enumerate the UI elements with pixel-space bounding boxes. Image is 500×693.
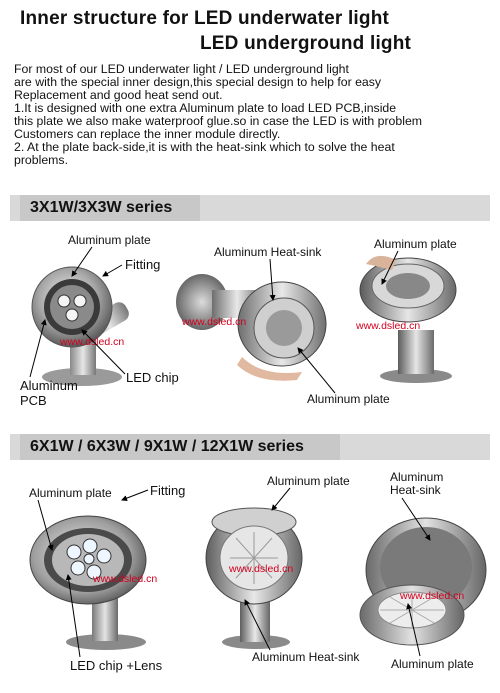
intro-line: problems.	[14, 153, 68, 167]
label-led-chip-lens: LED chip +Lens	[70, 658, 163, 673]
page-title: Inner structure for LED underwater light	[20, 8, 390, 29]
label-heat-sink: Aluminum Heat-sink	[214, 245, 322, 259]
watermark: www.dsled.cn	[229, 563, 294, 575]
label-aluminum-plate: Aluminum plate	[68, 233, 151, 247]
label-fitting: Fitting	[125, 257, 161, 272]
section1-band	[10, 195, 490, 221]
section1-heading: 3X1W/3X3W series	[20, 195, 200, 221]
section2-heading: 6X1W / 6X3W / 9X1W / 12X1W series	[20, 434, 340, 460]
label-aluminum: Aluminum	[390, 470, 444, 484]
intro-line: Replacement and good heat send out.	[14, 88, 223, 102]
watermark: www.dsled.cn	[93, 573, 158, 585]
watermark: www.dsled.cn	[60, 336, 125, 348]
watermark: www.dsled.cn	[400, 590, 465, 602]
label-aluminum-plate: Aluminum plate	[29, 486, 112, 500]
label-pcb: PCB	[20, 393, 47, 408]
label-aluminum-plate: Aluminum plate	[267, 474, 350, 488]
label-heat-sink: Heat-sink	[390, 483, 441, 497]
section2-band	[10, 434, 490, 460]
label-aluminum-plate: Aluminum plate	[391, 657, 474, 671]
label-aluminum: Aluminum	[20, 378, 78, 393]
intro-line: Customers can replace the inner module directly.	[14, 127, 281, 141]
label-aluminum-plate: Aluminum plate	[307, 392, 390, 406]
intro-line: this plate we also make waterproof glue.so in case the LED is with problem	[14, 114, 423, 128]
intro-line: 2. At the plate back-side,it is with the heat-sink which to solve the heat	[14, 140, 395, 154]
intro-text	[14, 63, 494, 167]
watermark: www.dsled.cn	[182, 316, 247, 328]
page-subtitle: LED underground light	[200, 33, 412, 54]
photo-6x1w-plate	[350, 515, 490, 655]
intro-line: For most of our LED underwater light / LED underground light	[14, 62, 349, 76]
intro-line: are with the special inner design,this special design to help for easy	[14, 75, 382, 89]
label-heat-sink: Aluminum Heat-sink	[252, 650, 360, 664]
watermark: www.dsled.cn	[356, 320, 421, 332]
label-aluminum-plate: Aluminum plate	[374, 237, 457, 251]
photo-3x1w-plate	[346, 250, 486, 385]
label-led-chip: LED chip	[126, 370, 179, 385]
label-fitting: Fitting	[150, 483, 186, 498]
intro-line: 1.It is designed with one extra Aluminum plate to load LED PCB,inside	[14, 101, 397, 115]
